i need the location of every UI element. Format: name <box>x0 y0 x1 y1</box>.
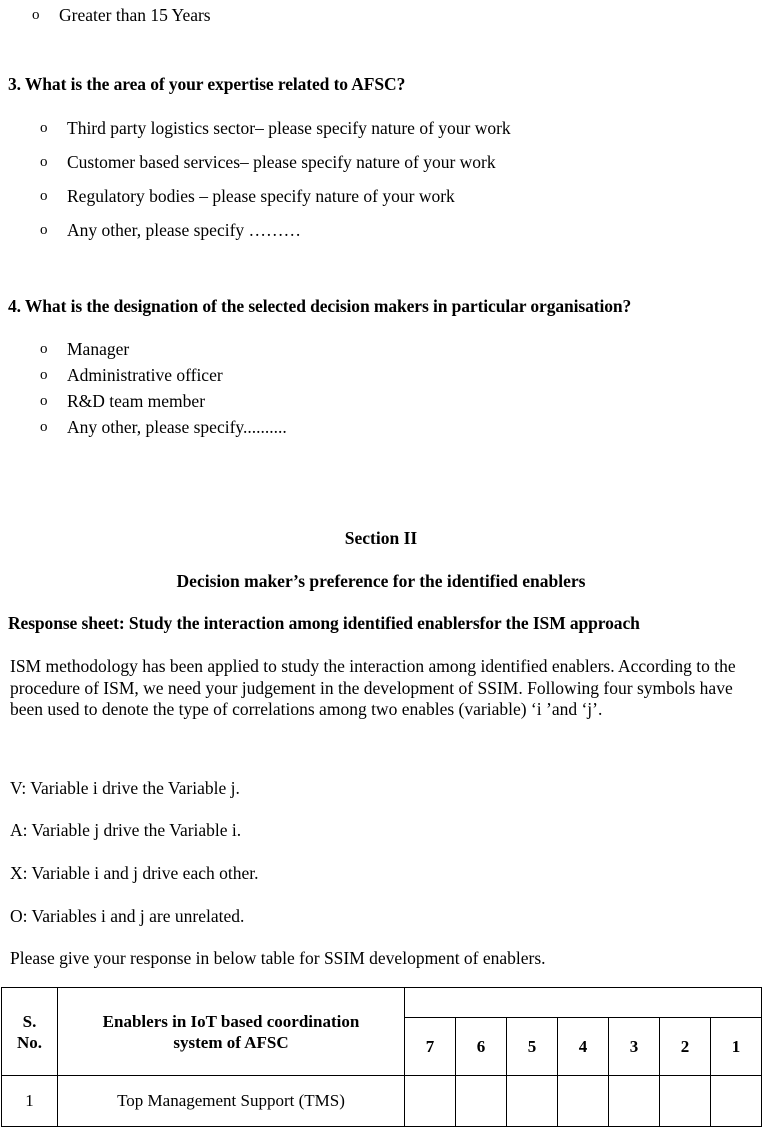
table-instruction-text: Please give your response in below table for SSIM development of enablers. <box>10 948 546 968</box>
option-label: Third party logistics sector– please specify nature of your work <box>67 118 511 138</box>
response-cell-5[interactable] <box>507 1076 558 1127</box>
column-header-blank-span <box>405 988 762 1018</box>
bullet-o-icon: o <box>40 222 48 238</box>
list-item[interactable] <box>8 336 748 362</box>
row-serial-number: 1 <box>2 1076 58 1127</box>
column-header-number-5: 5 <box>507 1018 558 1076</box>
bullet-o-icon: o <box>40 154 48 170</box>
ism-intro-paragraph: ISM methodology has been applied to study the interaction among identified enablers. According to the procedure of ISM, we need your judgement in the development of SSIM. Following four symbols have been used to denote the type of correlations among two enables (variable) ‘i ’and ‘j’. <box>10 656 736 719</box>
response-cell-6[interactable] <box>456 1076 507 1127</box>
bullet-o-icon: o <box>40 188 48 204</box>
serial-number-label-line2: No. <box>16 1032 43 1052</box>
list-item[interactable] <box>8 179 748 213</box>
table-header <box>2 988 762 1076</box>
table-body <box>2 1076 762 1127</box>
response-cell-4[interactable] <box>558 1076 609 1127</box>
column-header-number-1: 1 <box>711 1018 762 1076</box>
option-label: Administrative officer <box>67 365 223 385</box>
response-sheet-heading: Response sheet: Study the interaction among identified enablersfor the ISM approach <box>8 613 640 633</box>
option-label: Greater than 15 Years <box>59 5 211 25</box>
bullet-o-icon: o <box>40 120 48 136</box>
response-cell-3[interactable] <box>609 1076 660 1127</box>
bullet-o-icon: o <box>40 419 48 435</box>
option-list <box>8 336 748 440</box>
symbol-definition-a: A: Variable j drive the Variable i. <box>10 820 242 840</box>
response-cell-2[interactable] <box>660 1076 711 1127</box>
option-list <box>0 0 762 32</box>
list-item[interactable] <box>8 111 748 145</box>
option-label: Customer based services– please specify nature of your work <box>67 152 496 172</box>
symbol-definition-x: X: Variable i and j drive each other. <box>10 863 259 883</box>
section-2-title: Section II <box>344 528 418 548</box>
option-label: Any other, please specify.......... <box>67 417 287 437</box>
previous-question-options <box>0 0 762 32</box>
response-cell-7[interactable] <box>405 1076 456 1127</box>
symbol-definition-v: V: Variable i drive the Variable j. <box>10 778 240 798</box>
column-header-enablers <box>58 988 405 1076</box>
section-2-subtitle: Decision maker’s preference for the identified enablers <box>176 571 586 591</box>
list-item[interactable] <box>8 213 748 247</box>
enablers-label-line2: system of AFSC <box>173 1032 289 1052</box>
question-3-heading: 3. What is the area of your expertise related to AFSC? <box>8 74 406 94</box>
column-header-serial-number <box>2 988 58 1076</box>
option-list <box>8 111 748 247</box>
column-header-number-2: 2 <box>660 1018 711 1076</box>
symbol-definition-o: O: Variables i and j are unrelated. <box>10 906 245 926</box>
table-row <box>2 1076 762 1127</box>
enablers-label-line1: Enablers in IoT based coordination <box>102 1011 360 1031</box>
option-label: Manager <box>67 339 130 359</box>
row-enabler-name: Top Management Support (TMS) <box>58 1076 405 1127</box>
bullet-o-icon: o <box>40 341 48 357</box>
question-3-options <box>8 111 748 247</box>
list-item[interactable] <box>8 388 748 414</box>
bullet-o-icon: o <box>40 393 48 409</box>
serial-number-label-line1: S. <box>22 1011 37 1031</box>
list-item[interactable] <box>8 145 748 179</box>
list-item[interactable] <box>0 0 762 32</box>
list-item[interactable] <box>8 362 748 388</box>
list-item[interactable] <box>8 414 748 440</box>
column-header-number-4: 4 <box>558 1018 609 1076</box>
response-cell-1[interactable] <box>711 1076 762 1127</box>
ssim-response-table <box>1 987 762 1127</box>
bullet-o-icon: o <box>32 7 40 23</box>
column-header-number-6: 6 <box>456 1018 507 1076</box>
option-label: Regulatory bodies – please specify nature of your work <box>67 186 455 206</box>
bullet-o-icon: o <box>40 367 48 383</box>
table-header-row-top <box>2 988 762 1018</box>
column-header-number-7: 7 <box>405 1018 456 1076</box>
question-4-heading: 4. What is the designation of the selected decision makers in particular organisation? <box>8 296 632 316</box>
question-4-options <box>8 336 748 440</box>
ssim-response-table-wrapper <box>1 987 761 1127</box>
option-label: Any other, please specify ……… <box>67 220 302 240</box>
option-label: R&D team member <box>67 391 206 411</box>
column-header-number-3: 3 <box>609 1018 660 1076</box>
